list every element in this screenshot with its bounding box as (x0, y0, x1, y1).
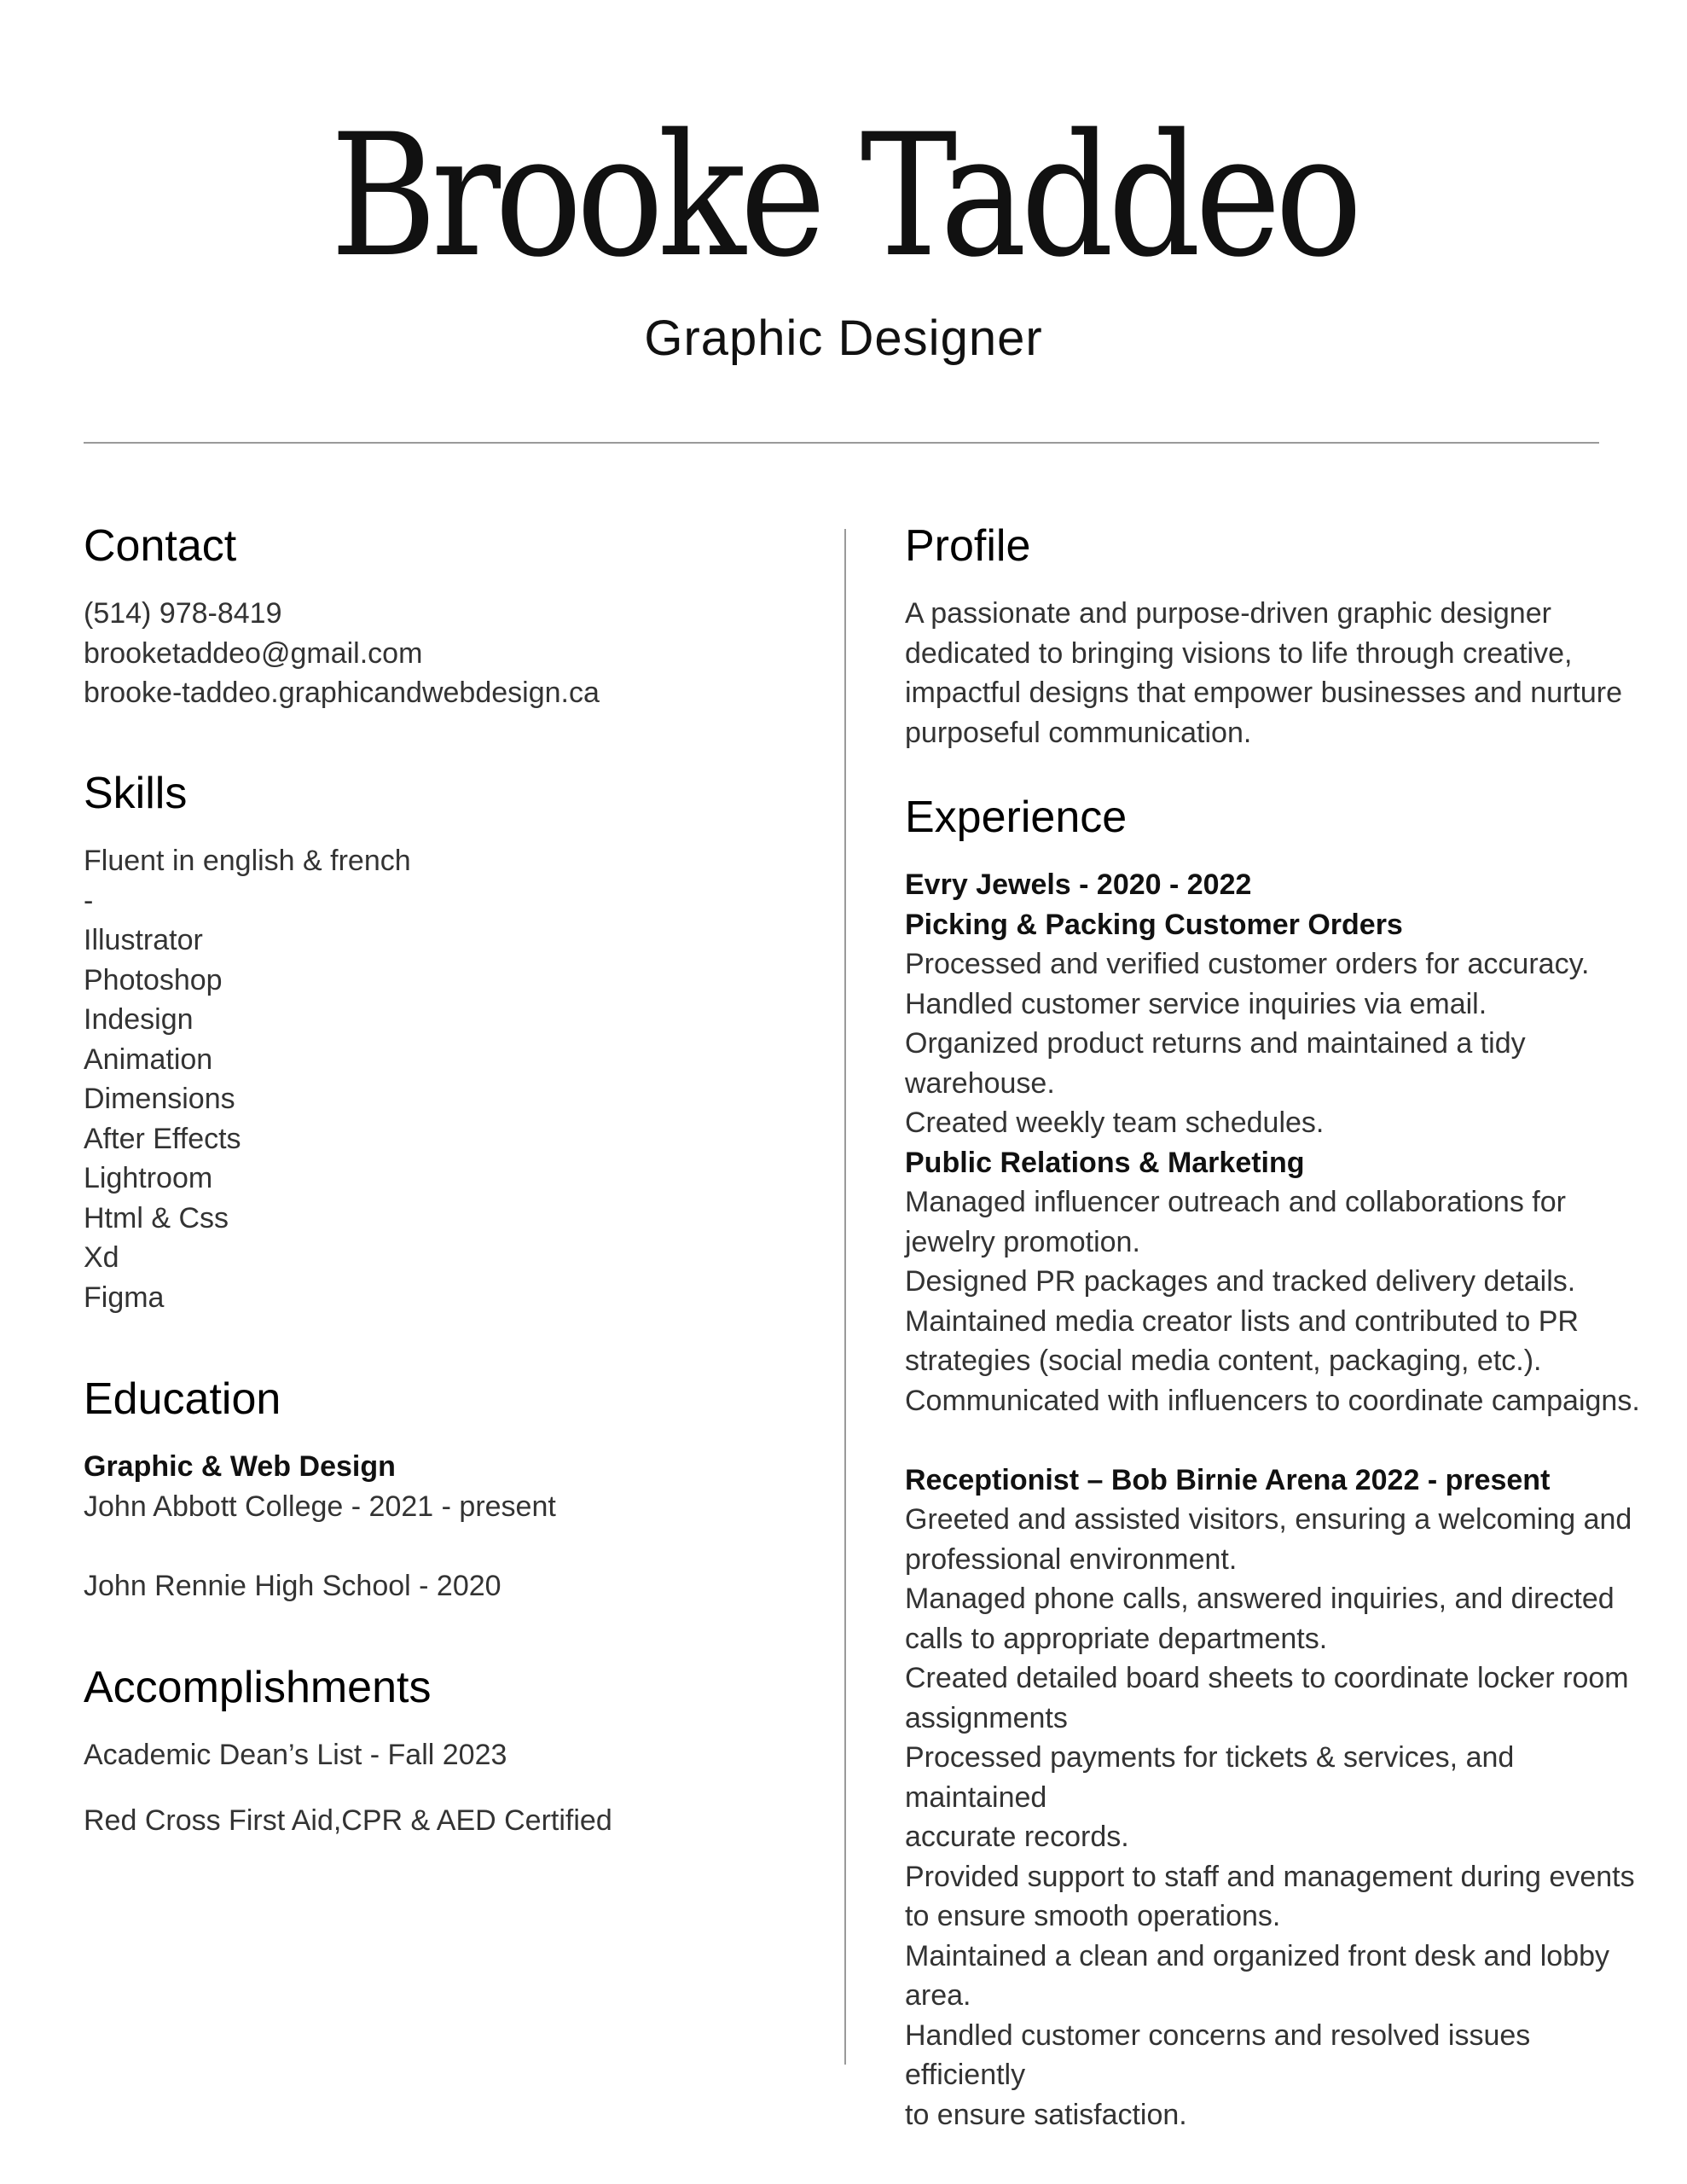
skill-item: Animation (84, 1043, 213, 1076)
skill-item: Dimensions (84, 1083, 235, 1115)
profile-line: impactful designs that empower businesses and nurture (905, 677, 1623, 709)
skill-item: Indesign (84, 1003, 194, 1036)
job-detail: strategies (social media content, packaging, etc.). (905, 1345, 1542, 1377)
education-heading: Education (84, 1374, 281, 1424)
contact-website: brooke-taddeo.graphicandwebdesign.ca (84, 677, 600, 709)
job-detail: to ensure satisfaction. (905, 2098, 1187, 2131)
header-divider (84, 442, 1599, 444)
job-title: Evry Jewels - 2020 - 2022 (905, 868, 1252, 901)
education-program: Graphic & Web Design (84, 1450, 396, 1483)
skills-list (84, 841, 817, 1317)
accomplishments-heading: Accomplishments (84, 1663, 432, 1712)
education-college: John Abbott College - 2021 - present (84, 1490, 556, 1523)
job-detail: Handled customer concerns and resolved issues efficiently (905, 2018, 1531, 2091)
job-detail: Processed payments for tickets & services, and maintained (905, 1741, 1515, 1814)
accomplishment-item: Academic Dean’s List - Fall 2023 (84, 1739, 507, 1771)
job-detail: Greeted and assisted visitors, ensuring a welcoming and (905, 1503, 1632, 1536)
job-detail: Maintained media creator lists and contributed to PR (905, 1304, 1579, 1338)
contact-heading: Contact (84, 521, 237, 571)
profile-line: purposeful communication. (905, 716, 1252, 749)
job-detail: accurate records. (905, 1821, 1129, 1853)
experience-heading: Experience (905, 793, 1128, 842)
job-detail: Managed influencer outreach and collaborations for (905, 1186, 1566, 1218)
job-detail: calls to appropriate departments. (905, 1622, 1328, 1655)
job-role: Picking & Packing Customer Orders (905, 908, 1403, 941)
skill-item: Illustrator (84, 924, 203, 956)
experience-section (905, 783, 1647, 2135)
accomplishments-section (84, 1653, 817, 1840)
job-detail: assignments (905, 1701, 1068, 1734)
job-detail: Organized product returns and maintained a tidy (905, 1027, 1526, 1060)
skill-item: Lightroom (84, 1162, 213, 1194)
skill-item: Html & Css (84, 1201, 229, 1234)
skill-item: Photoshop (84, 963, 223, 996)
profile-section (905, 512, 1647, 752)
resume-name: Brooke Taddeo (330, 97, 1357, 294)
accomplishment-item: Red Cross First Aid,CPR & AED Certified (84, 1804, 612, 1837)
job-detail: Provided support to staff and management during events (905, 1860, 1635, 1893)
job-detail: jewelry promotion. (905, 1225, 1140, 1258)
education-section (84, 1365, 817, 1606)
contact-section (84, 512, 817, 713)
profile-heading: Profile (905, 521, 1031, 571)
profile-line: dedicated to bringing visions to life through creative, (905, 636, 1573, 670)
job-detail: Maintained a clean and organized front desk and lobby (905, 1939, 1610, 1972)
profile-line: A passionate and purpose-driven graphic designer (905, 597, 1551, 630)
job-detail: warehouse. (905, 1066, 1055, 1100)
contact-phone: (514) 978-8419 (84, 597, 282, 630)
skill-item: Figma (84, 1281, 165, 1314)
skill-item: - (84, 884, 94, 917)
skills-heading: Skills (84, 769, 188, 818)
skill-item: Fluent in english & french (84, 845, 411, 877)
job-title: Receptionist – Bob Birnie Arena 2022 - present (905, 1463, 1551, 1496)
job-detail: Designed PR packages and tracked delivery details. (905, 1265, 1576, 1298)
job-detail: Created detailed board sheets to coordinate locker room (905, 1662, 1629, 1694)
job-role: Public Relations & Marketing (905, 1146, 1305, 1179)
skill-item: Xd (84, 1241, 119, 1274)
column-divider (844, 529, 846, 2065)
resume-title: Graphic Designer (644, 311, 1043, 366)
skill-item: After Effects (84, 1122, 241, 1155)
education-highschool: John Rennie High School - 2020 (84, 1569, 501, 1602)
job-detail: Processed and verified customer orders for accuracy. (905, 948, 1590, 980)
job-detail: Handled customer service inquiries via email. (905, 987, 1487, 1020)
skills-section (84, 759, 817, 1317)
job-detail: Communicated with influencers to coordinate campaigns. (905, 1384, 1640, 1417)
job-detail: Created weekly team schedules. (905, 1107, 1325, 1139)
job-detail: Managed phone calls, answered inquiries, and directed (905, 1583, 1615, 1615)
job-detail: area. (905, 1979, 971, 2012)
contact-email: brooketaddeo@gmail.com (84, 636, 423, 670)
job-detail: to ensure smooth operations. (905, 1900, 1281, 1932)
job-detail: professional environment. (905, 1542, 1238, 1576)
